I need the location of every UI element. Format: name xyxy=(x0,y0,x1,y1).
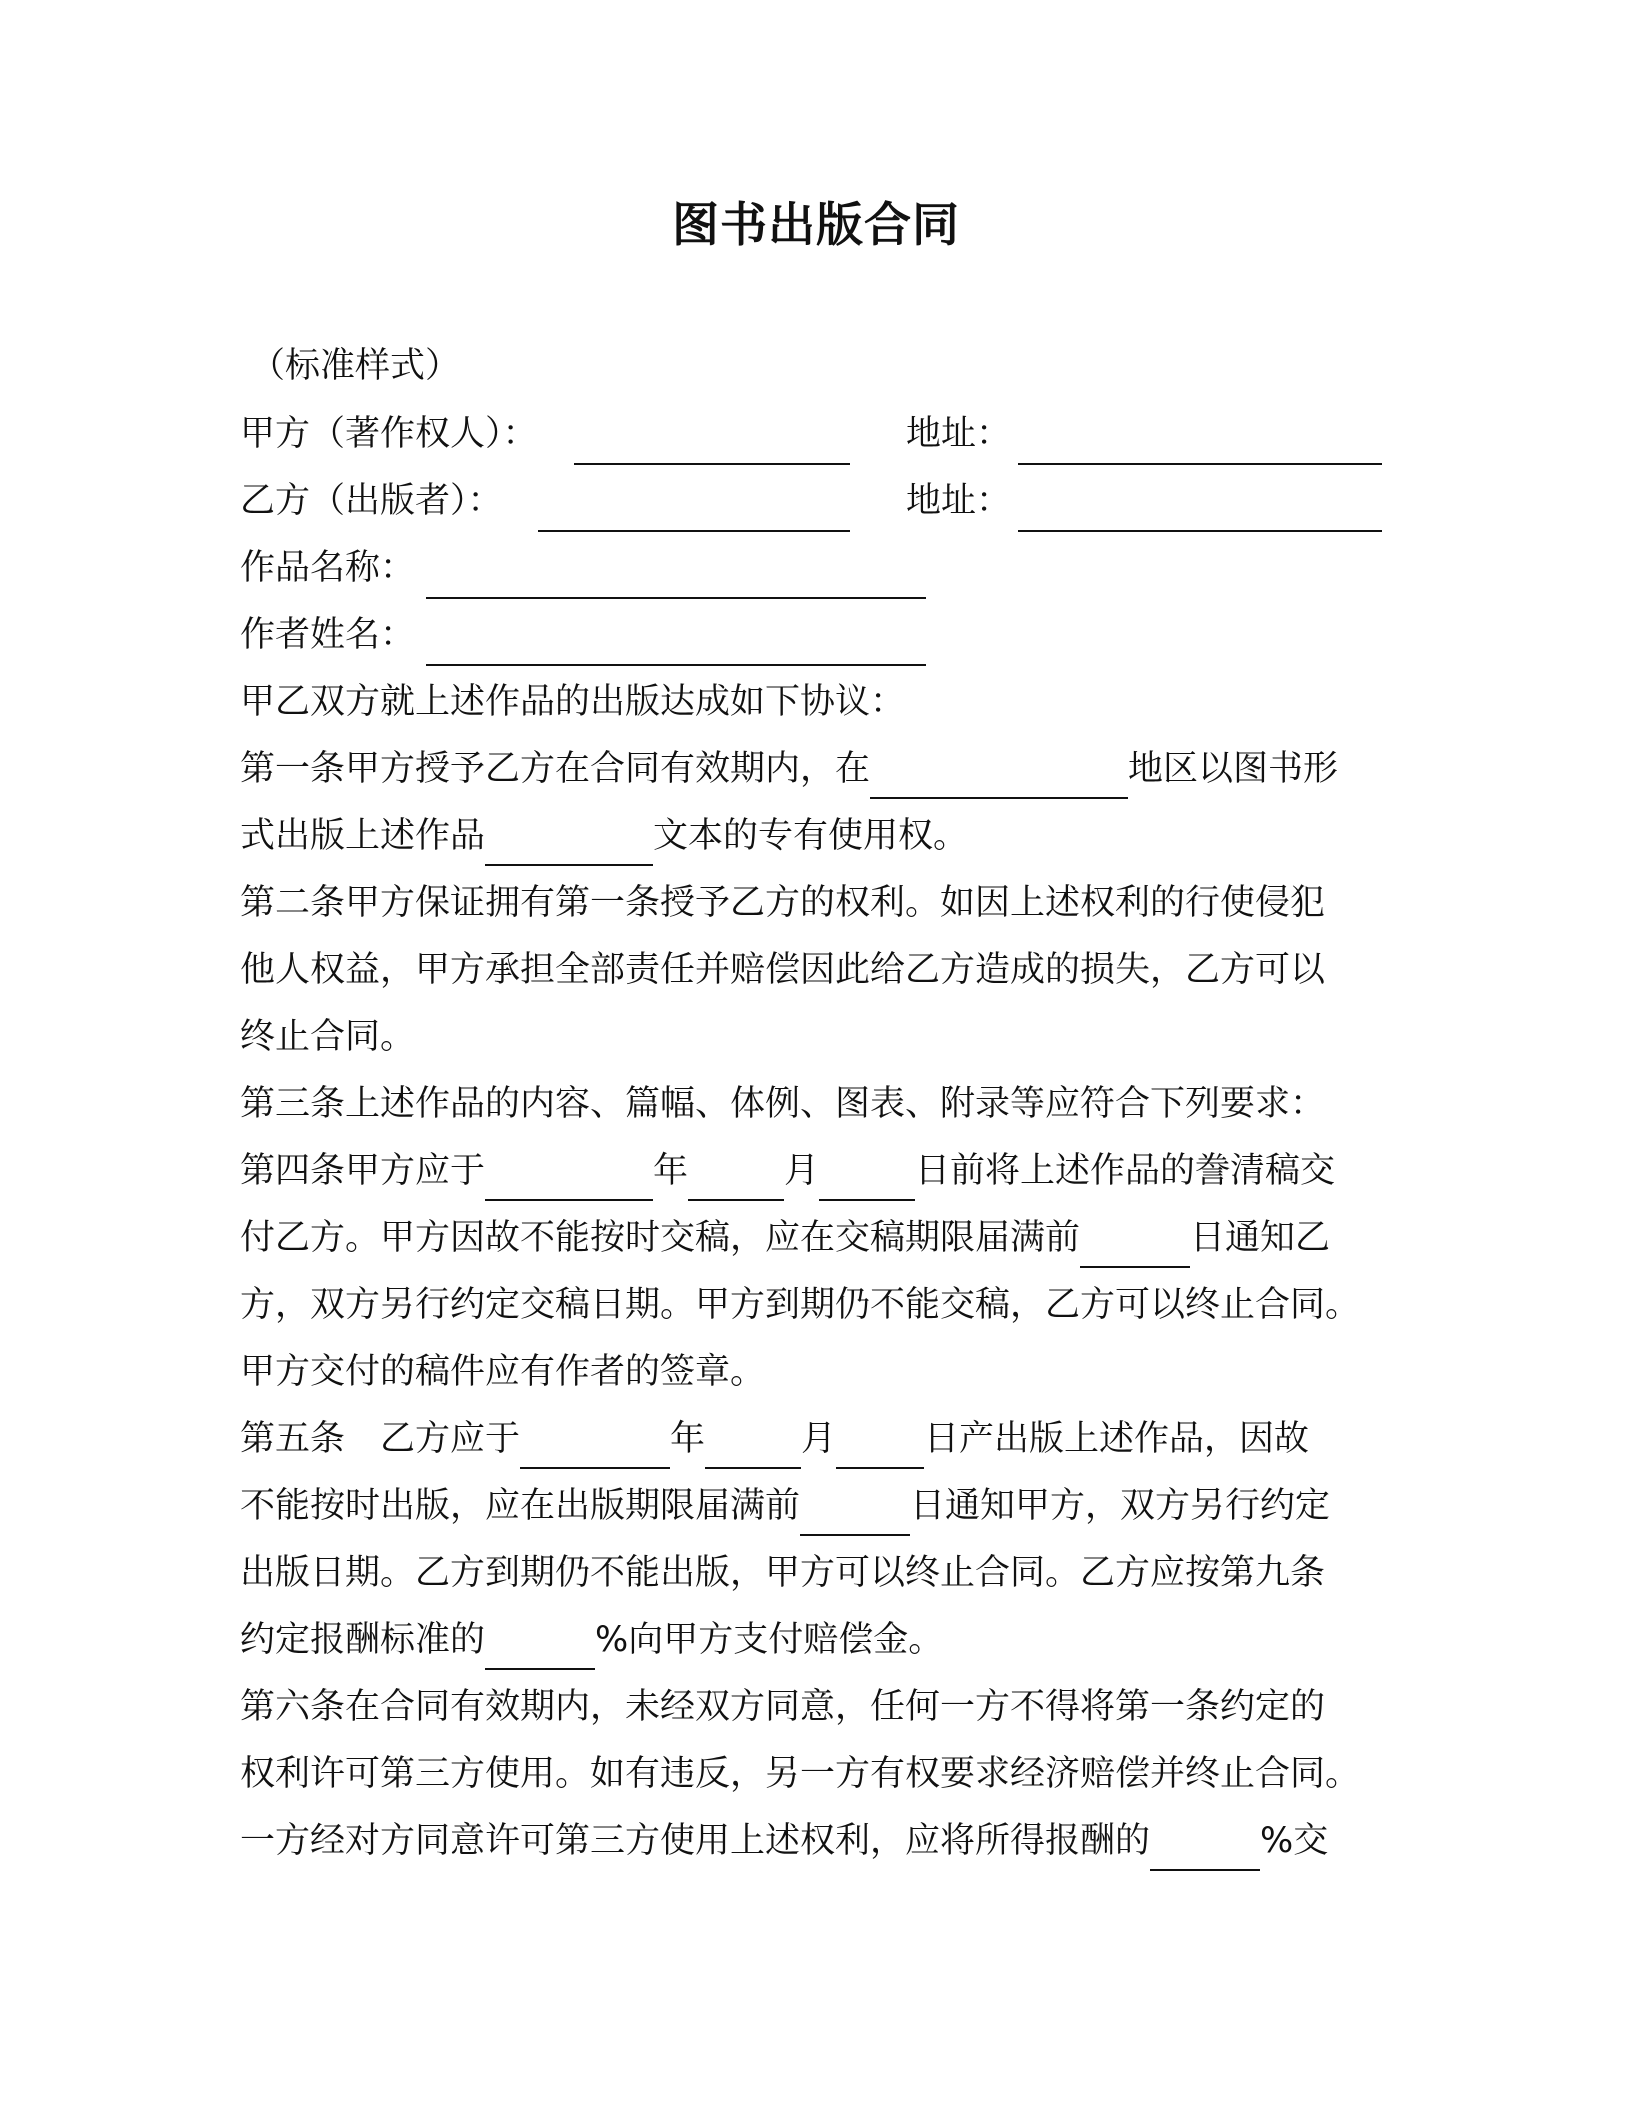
article4-text4: 日通知乙 xyxy=(1190,1218,1331,1258)
article5-line4 xyxy=(240,1616,943,1664)
article4-line1 xyxy=(240,1147,1335,1195)
article6-text4: %交 xyxy=(1260,1821,1329,1861)
article1-region-field[interactable] xyxy=(870,757,1128,799)
article6-percent-field[interactable] xyxy=(1150,1829,1260,1871)
article1-text1: 第一条甲方授予乙方在合同有效期内，在 xyxy=(240,749,871,789)
article4-month-label: 月 xyxy=(784,1151,820,1191)
article4-text2: 日前将上述作品的誊清稿交 xyxy=(915,1151,1336,1191)
party-b-address-label: 地址： xyxy=(906,481,1012,521)
article2-text2: 他人权益，甲方承担全部责任并赔偿因此给乙方造成的损失，乙方可以 xyxy=(240,950,1326,990)
article5-text2: 日产出版上述作品，因故 xyxy=(924,1419,1310,1459)
article4-text6: 甲方交付的稿件应有作者的签章。 xyxy=(240,1352,766,1392)
article5-line1 xyxy=(240,1415,1309,1463)
article5-text4: 日通知甲方，双方另行约定 xyxy=(910,1486,1331,1526)
article5-line2 xyxy=(240,1482,1330,1530)
article5-text5: 出版日期。乙方到期仍不能出版，甲方可以终止合同。乙方应按第九条 xyxy=(240,1553,1326,1593)
article1-text2: 地区以图书形 xyxy=(1128,749,1339,789)
article1-line2 xyxy=(240,812,968,860)
article2-line2 xyxy=(240,946,1325,994)
party-b-name-field[interactable] xyxy=(538,528,850,532)
article6-line1 xyxy=(240,1683,1325,1731)
document-title: 图书出版合同 xyxy=(672,198,960,253)
article4-text3: 付乙方。甲方因故不能按时交稿，应在交稿期限届满前 xyxy=(240,1218,1081,1258)
article5-notice-days-field[interactable] xyxy=(800,1494,910,1536)
article5-day-field[interactable] xyxy=(836,1427,924,1469)
article4-text5: 方，双方另行约定交稿日期。甲方到期仍不能交稿，乙方可以终止合同。 xyxy=(240,1285,1361,1325)
subtitle-text: （标准样式） xyxy=(250,346,461,386)
article4-notice-days-field[interactable] xyxy=(1080,1226,1190,1268)
article3-line1 xyxy=(240,1080,1325,1128)
article4-line2 xyxy=(240,1214,1330,1262)
party-b-address-field[interactable] xyxy=(1018,528,1382,532)
article4-year-field[interactable] xyxy=(485,1159,653,1201)
article2-line3 xyxy=(240,1013,415,1061)
article1-text3: 式出版上述作品 xyxy=(240,816,486,856)
article4-month-field[interactable] xyxy=(688,1159,784,1201)
article6-text3: 一方经对方同意许可第三方使用上述权利，应将所得报酬的 xyxy=(240,1821,1151,1861)
article5-percent-field[interactable] xyxy=(485,1628,595,1670)
article4-text1: 第四条甲方应于 xyxy=(240,1151,486,1191)
work-title-label: 作品名称： xyxy=(240,548,416,588)
article1-language-field[interactable] xyxy=(485,824,653,866)
article5-month-label: 月 xyxy=(801,1419,837,1459)
article5-year-field[interactable] xyxy=(520,1427,670,1469)
article5-text1: 第五条 乙方应于 xyxy=(240,1419,521,1459)
party-a-label: 甲方（著作权人）： xyxy=(240,414,538,454)
party-b-label: 乙方（出版者）： xyxy=(240,481,503,521)
subtitle xyxy=(250,342,460,390)
article1-line1 xyxy=(240,745,1338,793)
party-a-name-field[interactable] xyxy=(574,461,850,465)
article4-day-field[interactable] xyxy=(819,1159,915,1201)
article3-text: 第三条上述作品的内容、篇幅、体例、图表、附录等应符合下列要求： xyxy=(240,1084,1326,1124)
article5-text3: 不能按时出版，应在出版期限届满前 xyxy=(240,1486,801,1526)
article5-line3 xyxy=(240,1549,1325,1597)
work-title-field[interactable] xyxy=(426,595,926,599)
article2-text1: 第二条甲方保证拥有第一条授予乙方的权利。如因上述权利的行使侵犯 xyxy=(240,883,1326,923)
intro-line xyxy=(240,678,905,726)
article4-year-label: 年 xyxy=(653,1151,689,1191)
author-name-field[interactable] xyxy=(426,662,926,666)
party-a-address-field[interactable] xyxy=(1018,461,1382,465)
article5-text7: %向甲方支付赔偿金。 xyxy=(595,1620,944,1660)
article2-text3: 终止合同。 xyxy=(240,1017,416,1057)
article4-line3 xyxy=(240,1281,1360,1329)
article5-year-label: 年 xyxy=(670,1419,706,1459)
party-a-address-label: 地址： xyxy=(906,414,1012,454)
article2-line1 xyxy=(240,879,1325,927)
article6-line2 xyxy=(240,1750,1360,1798)
article1-text4: 文本的专有使用权。 xyxy=(653,816,969,856)
article4-line4 xyxy=(240,1348,765,1396)
author-name-label: 作者姓名： xyxy=(240,615,416,655)
article6-text2: 权利许可第三方使用。如有违反，另一方有权要求经济赔偿并终止合同。 xyxy=(240,1754,1361,1794)
article5-month-field[interactable] xyxy=(705,1427,801,1469)
article6-text1: 第六条在合同有效期内，未经双方同意，任何一方不得将第一条约定的 xyxy=(240,1687,1326,1727)
article6-line3 xyxy=(240,1817,1328,1865)
intro-text: 甲乙双方就上述作品的出版达成如下协议： xyxy=(240,682,906,722)
article5-text6: 约定报酬标准的 xyxy=(240,1620,486,1660)
